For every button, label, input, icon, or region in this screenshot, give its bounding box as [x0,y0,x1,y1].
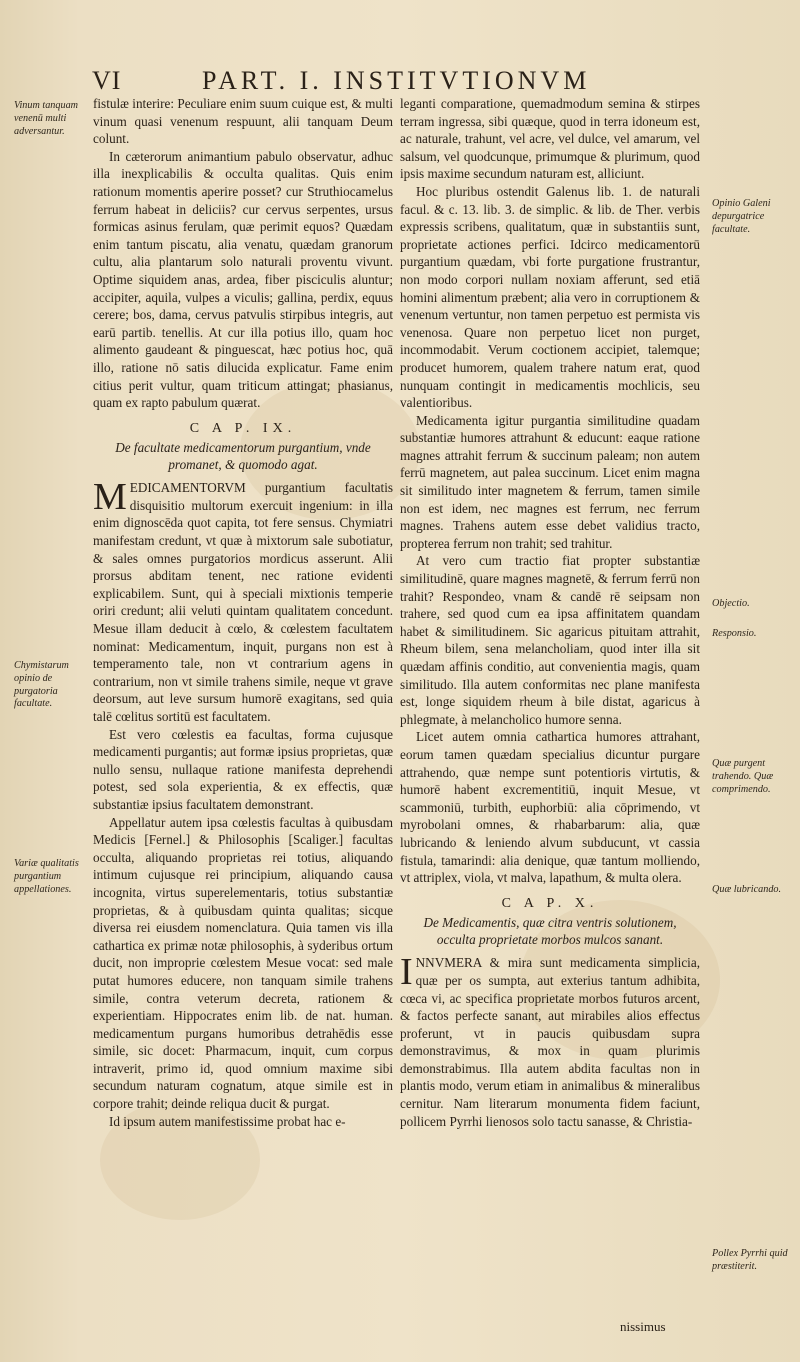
paragraph: Id ipsum autem manifestissime probat hac e- [109,1113,346,1129]
margin-note: Responsio. [712,628,757,639]
paragraph: leganti comparatione, quemadmodum semina & stirpes terram ingressa, sibi quæque, quod in terra idoneum est, ac naturale, trahunt, vel acre, vel dulce, vel amarum, vel salsum, vel quodcunque, primumque & plurimum, quod ipsis maxime secundum naturam est, alliciunt. [400,96,700,182]
paragraph [93,476,393,725]
paragraph: At vero cum tractio fiat propter substantiæ similitudinē, quare magnes magnetē, & ferrum ferrū non trahit? Respondeo, vnam & candē rē seipsam non trahere, sed quod cum ea ipsa affinitatem quandam habet & similitudinem. Sic agaricus pituitam attrahit, Rheum bilem, sena melancholiam, quod inter illa sit quædam affinis conditio, aut convenientia magis, quam similitudo. Illa autem conformitas nec plane manifesta est, longe siquidem rheum à bile distat, agaricus à phlegmate, à melancholico humore senna. [400,553,700,727]
catchword: nissimus [620,1319,666,1334]
margin-note: Quæ purgent trahendo. Quæ comprimendo. [712,758,774,795]
margin-note: Quæ lubricando. [712,884,782,895]
paragraph: In cæterorum animantium pabulo observatur, adhuc illa inexplicabilis & occulta qualitas. Quis enim rationum momentis aperire posset? cur Struthiocamelus ferrum habeat in deliciis? cur cervus serpentes, ursus formicas asinus ferulam, quæ perimit equos? Quædam enim tantum piscatu, alia venatu, quædam granorum cultu, alia plantarum solo naturali proventu vivunt. Optime siquidem anas, ardea, fiber pisciculis aluntur; accipiter, aquila, vulpes a viculis; gallina, perdix, equus cerere; bos, dama, cervus patvulis stirpibus integris, aut earū partib. tenellis. At cur illa potius illo, quam hoc alimento gaudeant & pinguescat, hæc potius hoc, quā illo, ratione nō satis dilucida explicatur. Fame enim citius perit vultur, quam triticum attingat; phasianus, quam ex rapto pabulum quærat. [93,148,393,411]
paragraph: Appellatur autem ipsa cœlestis facultas à quibusdam Medicis [Fernel.] & Philosophis [Scaliger.] facultas occulta, aliquando proprietas rei totius, aliquando intimum cujusque rei principium, aliquando causa incognita, virtus superelementaris, totius substantiæ proprietas, & à quibusdam quinta qualitas; sicque diversa rei eiusdem nomenclatura. Quia tamen vis illa cathartica ex primæ notæ philosophis, à syderibus ortum ducit, non improprie cœlestem Mesue vocat: sed male putat humores educere, non tanquam simile trahens simile, contra veterum decreta, rationem & experientiam. Hippocrates enim lib. de nat. human. medicamentum purgans humoribus detrahēdis esse simile, sic docet: Pharmacum, inquit, cum corpus intraverit, primo id, quod omnium maxime sibi secundum naturam cognatum, atque simile est in corpore trahit; deinde reliqua ducit & purgat. [93,814,393,1112]
paragraph: fistulæ interire: Peculiare enim suum cuique est, & multi vinum quasi venenum respuunt, alii tanquam Deum colunt. [93,96,393,147]
paragraph-text: EDICAMENTORVM purgantium facultatis disquisitio multorum exercuit ingenium: in illa enim dignoscēda quot capita, tot fere sensus. Chymiatri manifestam credunt, vt quæ à mixtorum sale subotiatur, & sales omnes purgatorios mordicus asserunt. Alii prorsus abditam tenent, nec ratione evidenti explicabilem. Sunt, qui à speciali mixtionis temperie oriri credunt; alii veluti quintam qualitatem concedunt. Mesue illam deducit à cœlo, & cœlestem facultatem nominat: Medicamentum, inquit, purgans non est à temperamento tale, non vt contrarium agens in contrarium, non vt simile trahens simile, neque vt grave deorsum, aut leve sursum humorē exagitans, sed quia talē cœlitus sortitū est facultatem. [93,480,393,724]
paragraph: Est vero cœlestis ea facultas, forma cujusque medicamenti purgantis; aut formæ ipsius proprietas, quæ nullo sensu, nullaque ratione manifesta deprehendi potest, sed sola experientia, & ex effectis, quæ substantiæ ipsius facultatem demonstrant. [93,726,393,812]
margin-note: Vinum tanquam venenū multi adversantur. [14,100,79,137]
margin-note: Chymistarum opinio de purgatoria facultate. [14,660,69,710]
margin-note: Objectio. [712,598,750,609]
margin-note: Variæ qualitatis purgantium appellationes. [14,858,79,895]
chapter-heading: C A P. X. [501,895,599,911]
chapter-title: De facultate medicamentorum purgantium, vnde promanet, & quomodo agat. [115,440,371,473]
text-column-left [93,95,393,1130]
running-header [92,62,752,96]
running-title: PART. I. INSTITVTIONVM [202,66,591,95]
paragraph: Hoc pluribus ostendit Galenus lib. 1. de naturali facul. & c. 13. lib. 3. de simplic. & lib. de Ther. verbis expressis scribens, qualitatum, quæ in substantiis sunt, proprietate actiones perfici. Idcirco medicamentorū purgantium quædam, vbi forte purgatione frustrantur, non modo corpori nullam noxiam afferunt, sed etiā homini alimentum præbent; alia vero in corruptionem & venenum vertuntur, non tamen perpetuo est permista vis venenosa. Quare non perpetuo licet non purget, incommodabit. Verum coctionem accipiet, talemque; producet humorem, qualem trahere natum erat, quod nunquam contingit in medicamentis mochlicis, seu valentioribus. [400,183,700,411]
chapter-title: De Medicamentis, quæ citra ventris solutionem, occulta proprietate morbos mulcos sanant. [423,915,677,948]
paragraph: Medicamenta igitur purgantia similitudine quadam substantiæ humores attrahunt & educunt: eaque ratione magnes attrahit ferrum & succinum paleam; non autem ferrū magnetem, aut palea succinum. Licet enim magna sit similitudo inter magnetem & ferrum, tamen simile non est idem, nec magnes est ferrum, nec ferrum magnes. Trahens autem esse debet validius tracto, propterea ferrum non trahit; sed trahitur. [400,412,700,551]
text-column-right [400,95,700,1130]
paragraph-text: NNVMERA & mira sunt medicamenta simplicia, quæ per os sumpta, aut exterius tantum adhibita, cœca vi, ac specifica proprietate morbos futuros arcent, & factos perfecte sanant, aut mirabiles alios effectus proferunt, vt in paucis quibusdam supra demonstravimus, & mox in quam plurimis demonstrabimus. Illa autem abdita facultas non in plantis modo, verum etiam in animalibus & mineralibus cernitur. Nam literarum monumenta fidem faciunt, pollicem Pyrrhi lienosos solo tactu sanasse, & Christia- [400,955,700,1129]
margin-note: Pollex Pyrrhi quid præstiterit. [712,1248,788,1272]
margin-note: Opinio Galeni depurgatrice facultate. [712,198,771,235]
chapter-heading: C A P. IX. [189,420,297,436]
drop-cap: M [93,476,127,519]
paragraph [400,951,700,1130]
page-number: VI [92,66,122,95]
drop-cap: I [400,951,413,994]
paragraph: Licet autem omnia cathartica humores attrahant, eorum tamen quædam specialius dicuntur purgare attrahendo, quæ nempe sunt potentioris virtutis, & humorē habent excrementitiū, inquit Mesue, vt scammoniū, turbith, euphorbiū: alia cōprimendo, vt myrobolani omnes, & rhabarbarum: alia, quæ lubricando & leniendo alvum subducunt, vt cassia fistula, tamarindi: alia denique, quæ tantum molliendo, vt attriplex, viola, vt malva, lapathum, & multa olera. [400,729,700,886]
